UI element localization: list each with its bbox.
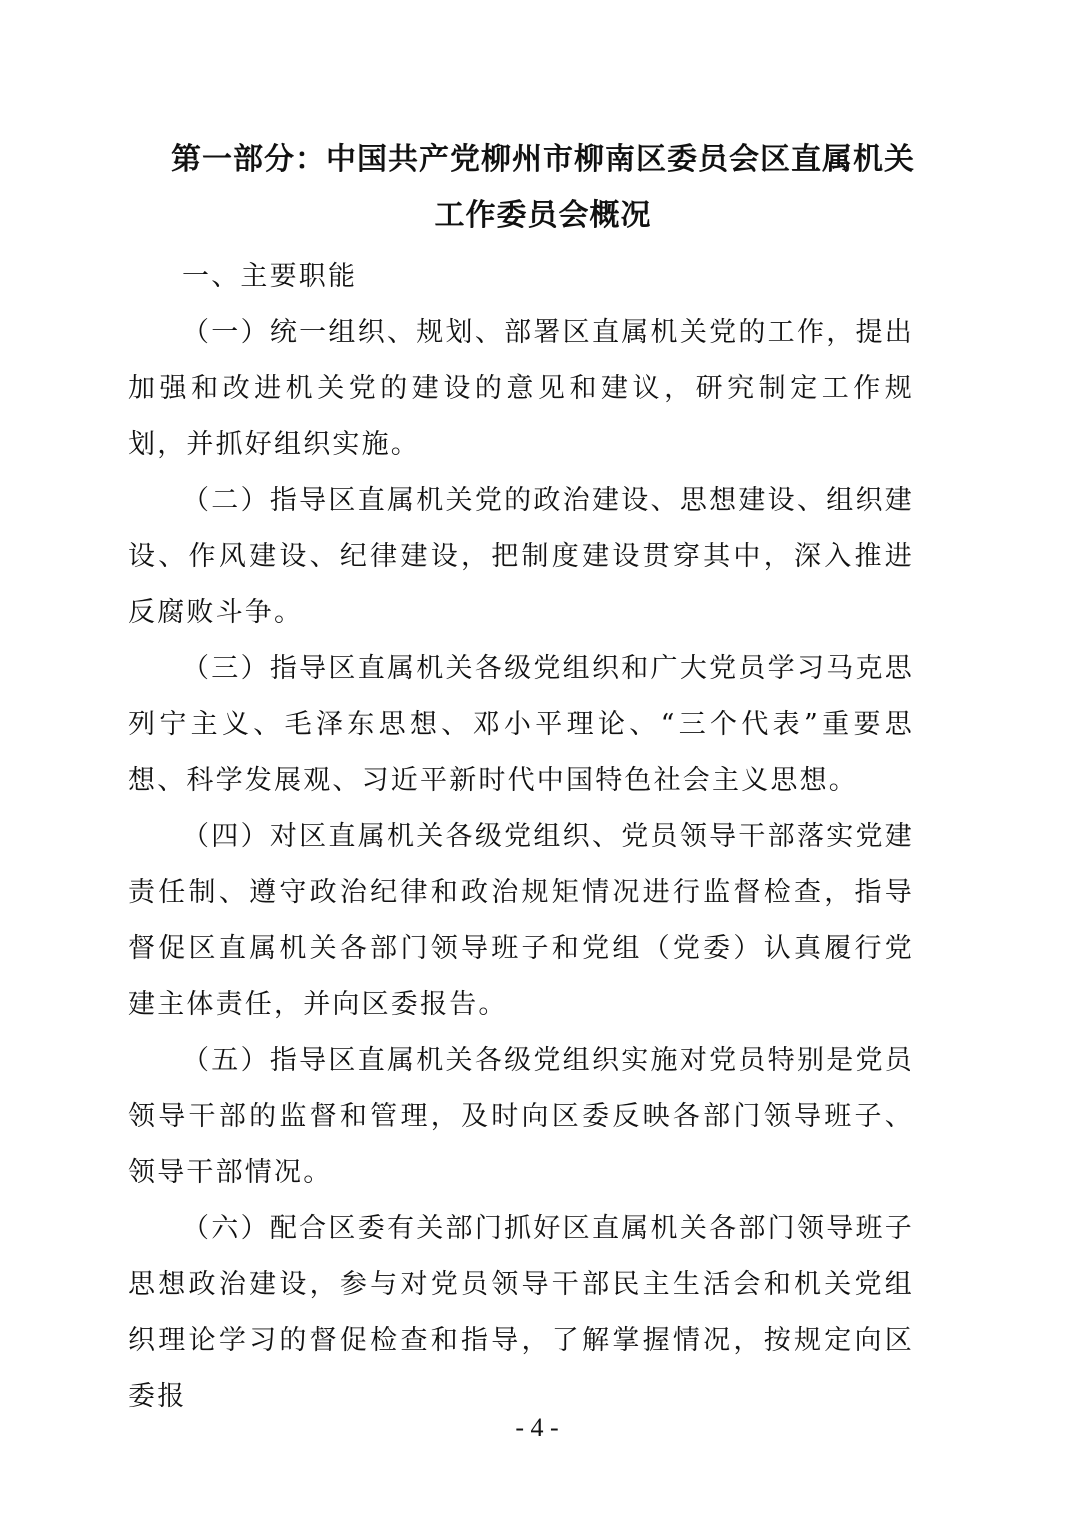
document-title-line-2: 工作委员会概况 bbox=[434, 198, 652, 233]
section-heading: 一、主要职能 bbox=[182, 261, 358, 292]
paragraph-4: （四）对区直属机关各级党组织、党员领导干部落实党建责任制、遵守政治纪律和政治规矩情况进行监督检查，指导督促区直属机关各部门领导班子和党组（党委）认真履行党建主体责任，并向区委报告。 bbox=[128, 821, 914, 1020]
paragraph-1: （一）统一组织、规划、部署区直属机关党的工作，提出加强和改进机关党的建设的意见和建议，研究制定工作规划，并抓好组织实施。 bbox=[128, 317, 914, 460]
document-body bbox=[128, 249, 914, 1425]
document-title-line-1: 第一部分：中国共产党柳州市柳南区委员会区直属机关 bbox=[171, 142, 915, 177]
page-number: - 4 - bbox=[515, 1413, 559, 1442]
paragraph-6: （六）配合区委有关部门抓好区直属机关各部门领导班子思想政治建设，参与对党员领导干部民主生活会和机关党组织理论学习的督促检查和指导，了解掌握情况，按规定向区委报 bbox=[128, 1213, 914, 1412]
paragraph-2: （二）指导区直属机关党的政治建设、思想建设、组织建设、作风建设、纪律建设，把制度建设贯穿其中，深入推进反腐败斗争。 bbox=[128, 485, 914, 628]
paragraph-3: （三）指导区直属机关各级党组织和广大党员学习马克思列宁主义、毛泽东思想、邓小平理论、“三个代表”重要思想、科学发展观、习近平新时代中国特色社会主义思想。 bbox=[128, 653, 914, 796]
paragraph-5: （五）指导区直属机关各级党组织实施对党员特别是党员领导干部的监督和管理，及时向区委反映各部门领导班子、领导干部情况。 bbox=[128, 1045, 914, 1188]
